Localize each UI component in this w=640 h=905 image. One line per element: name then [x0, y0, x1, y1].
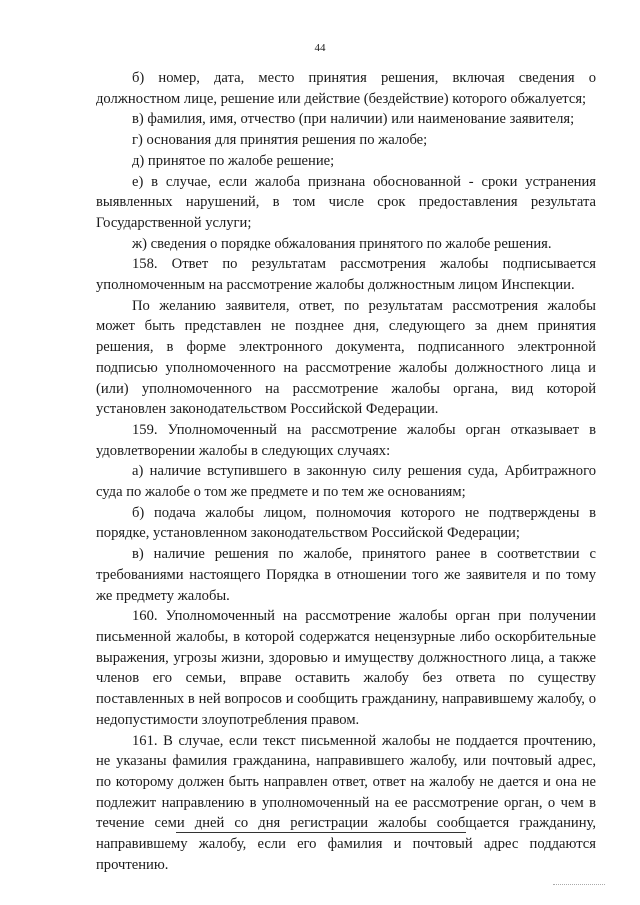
- paragraph-item-v-prior-decision: в) наличие решения по жалобе, принятого ранее в соответствии с требованиями настоящего Порядка в отношении того же заявителя и по тому же предмету жалобы.: [96, 546, 596, 604]
- paragraph-item-e-remedy-terms: е) в случае, если жалоба признана обоснованной - сроки устранения выявленных нарушений, в том числе срок предоставления результата Государственной услуги;: [96, 173, 596, 231]
- document-body: [96, 68, 596, 875]
- paragraph-item-v-applicant-name: в) фамилия, имя, отчество (при наличии) или наименование заявителя;: [132, 111, 575, 128]
- scan-artifact: [553, 884, 605, 885]
- paragraph-clause-160: 160. Уполномоченный на рассмотрение жалобы орган при получении письменной жалобы, в которой содержатся нецензурные либо оскорбительные выражения, угрозы жизни, здоровью и имуществу должностного лица, а также членов его семьи, вправе оставить жалобу без ответа по существу поставленных в ней вопросов и сообщить гражданину, направившему жалобу, о недопустимости злоупотребления правом.: [96, 608, 596, 728]
- paragraph-item-b-unauthorized-filing: б) подача жалобы лицом, полномочия которого не подтверждены в порядке, установленном законодательством Российской Федерации;: [96, 504, 596, 542]
- paragraph-electronic-response: По желанию заявителя, ответ, по результатам рассмотрения жалобы может быть представлен не позднее дня, следующего за днем принятия решения, в форме электронного документа, подписанного электронной подписью уполномоченного на рассмотрение жалобы должностного лица и (или) уполномоченного на рассмотрение жалобы органа, вид которой установлен законодательством Российской Федерации.: [96, 297, 596, 418]
- page-number: 44: [314, 42, 326, 54]
- footer-divider: [176, 832, 466, 833]
- paragraph-item-d-decision-made: д) принятое по жалобе решение;: [132, 152, 335, 169]
- paragraph-item-a-court-decision: а) наличие вступившего в законную силу решения суда, Арбитражного суда по жалобе о том же предмете и по тем же основаниям;: [96, 463, 596, 501]
- paragraph-clause-159: 159. Уполномоченный на рассмотрение жалобы орган отказывает в удовлетворении жалобы в следующих случаях:: [96, 421, 596, 459]
- paragraph-item-b-decision-details: б) номер, дата, место принятия решения, включая сведения о должностном лице, решение или действие (бездействие) которого обжалуется;: [96, 70, 596, 107]
- paragraph-clause-158: 158. Ответ по результатам рассмотрения жалобы подписывается уполномоченным на рассмотрение жалобы должностным лицом Инспекции.: [96, 256, 596, 294]
- paragraph-item-g-decision-grounds: г) основания для принятия решения по жалобе;: [132, 132, 428, 149]
- paragraph-item-zh-appeal-procedure: ж) сведения о порядке обжалования принятого по жалобе решения.: [132, 235, 552, 252]
- paragraph-clause-161: 161. В случае, если текст письменной жалобы не поддается прочтению, не указаны фамилия гражданина, направившего жалобу, или почтовый адрес, по которому должен быть направлен ответ, ответ на жалобу не дается и она не подлежит направлению в уполномоченный на ее рассмотрение орган, о чем в течение семи дней со дня регистрации жалобы сообщается гражданину, направившему жалобу, если его фамилия и почтовый адрес поддаются прочтению.: [96, 732, 596, 873]
